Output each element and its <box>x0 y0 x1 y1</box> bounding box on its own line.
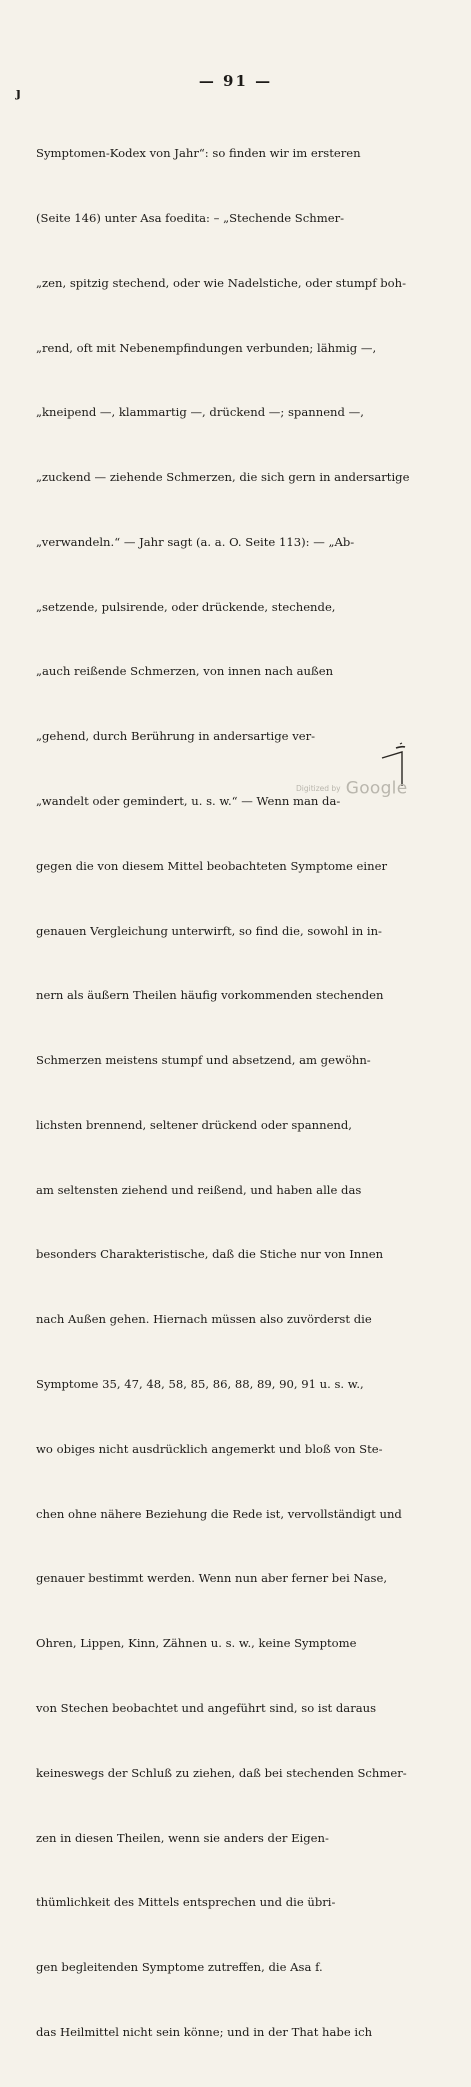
text-line: „verwandeln.“ — Jahr sagt (a. a. O. Seite 113): — „Ab- <box>36 534 355 549</box>
text-line: nach Außen gehen. Hiernach müssen also zuvörderst die <box>36 1312 372 1327</box>
text-line: zen in diesen Theilen, wenn sie anders der Eigen- <box>36 1830 329 1845</box>
text-line: besonders Charakteristische, daß die Stiche nur von Innen <box>36 1247 384 1262</box>
text-line: „kneipend —, klammartig —, drückend —; spannend —, <box>36 405 364 420</box>
text-line: lichsten brennend, seltener drückend oder spannend, <box>36 1117 352 1132</box>
body-text <box>36 100 438 2087</box>
text-line: genauer bestimmt werden. Wenn nun aber ferner bei Nase, <box>36 1571 388 1586</box>
text-line: genauen Vergleichung unterwirft, so find die, sowohl in in- <box>36 923 382 938</box>
text-line: „gehend, durch Berührung in andersartige ver- <box>36 729 316 744</box>
text-line: „auch reißende Schmerzen, von innen nach außen <box>36 664 334 679</box>
text-line: „zen, spitzig stechend, oder wie Nadelstiche, oder stumpf boh- <box>36 275 406 290</box>
text-line: „rend, oft mit Nebenempfindungen verbunden; lähmig —, <box>36 340 377 355</box>
text-line: gen begleitenden Symptome zutreffen, die Asa f. <box>36 1960 323 1975</box>
text-line: Symptomen-Kodex von Jahr“: so finden wir im ersteren <box>36 146 361 161</box>
text-line: chen ohne nähere Beziehung die Rede ist, vervollständigt und <box>36 1506 402 1521</box>
text-line: „wandelt oder gemindert, u. s. w.“ — Wenn man da- <box>36 794 341 808</box>
text-line: von Stechen beobachtet und angeführt sind, so ist daraus <box>36 1700 377 1715</box>
text-line: keineswegs der Schluß zu ziehen, daß bei stechenden Schmer- <box>36 1765 407 1780</box>
digitized-by-google-watermark <box>296 778 407 799</box>
google-logo: Google <box>345 778 408 799</box>
text-line: thümlichkeit des Mittels entsprechen und die übri- <box>36 1895 336 1910</box>
watermark-prefix: Digitized by <box>296 784 341 793</box>
text-line: gegen die von diesem Mittel beobachteten Symptome einer <box>36 858 387 873</box>
text-line: am seltensten ziehend und reißend, und haben alle das <box>36 1182 362 1197</box>
text-line: Schmerzen meistens stumpf und absetzend, am gewöhn- <box>36 1053 371 1068</box>
text-line: nern als äußern Theilen häufig vorkommenden stechenden <box>36 988 384 1003</box>
text-line: (Seite 146) unter Asa foedita: – „Stechende Schmer- <box>36 210 345 225</box>
text-line: „zuckend — ziehende Schmerzen, die sich gern in andersartige <box>36 470 410 485</box>
text-line: Ohren, Lippen, Kinn, Zähnen u. s. w., keine Symptome <box>36 1636 357 1651</box>
text-line: das Heilmittel nicht sein könne; und in der That habe ich <box>36 2024 373 2039</box>
text-line: wo obiges nicht ausdrücklich angemerkt und bloß von Ste- <box>36 1441 383 1456</box>
margin-mark: ȷ <box>16 86 21 101</box>
text-line: „setzende, pulsirende, oder drückende, stechende, <box>36 599 336 614</box>
text-line: Symptome 35, 47, 48, 58, 85, 86, 88, 89, 90, 91 u. s. w., <box>36 1377 364 1392</box>
page-number: — 91 — <box>198 72 273 90</box>
